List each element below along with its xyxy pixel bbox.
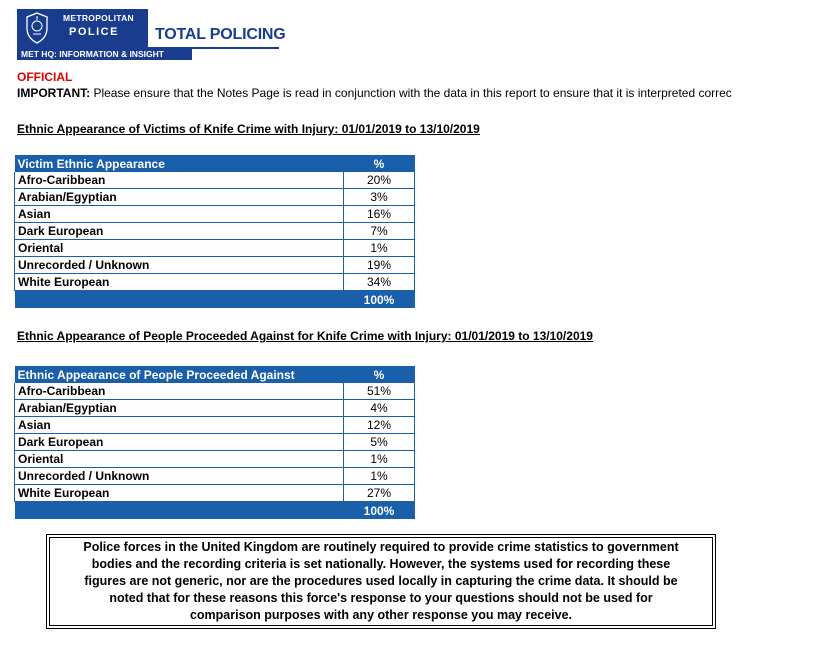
proceeded-section-title: Ethnic Appearance of People Proceeded Against for Knife Crime with Injury: 01/01/2019 to 13/10/2019	[17, 329, 593, 343]
table-row	[15, 257, 415, 274]
row-label: Asian	[15, 206, 344, 223]
important-text: Please ensure that the Notes Page is read in conjunction with the data in this report to ensure that it is interpreted correc	[90, 86, 732, 100]
row-value: 1%	[344, 468, 415, 485]
logo-tagline: TOTAL POLICING	[155, 26, 286, 43]
table-row	[15, 400, 415, 417]
table-row	[15, 189, 415, 206]
column-header-ethnicity: Victim Ethnic Appearance	[15, 155, 344, 172]
row-label: Unrecorded / Unknown	[15, 257, 344, 274]
disclaimer-line: noted that for these reasons this force's response to your questions should not be used for	[109, 591, 653, 605]
table-row	[15, 172, 415, 189]
victims-table	[14, 155, 415, 308]
disclaimer-line: Police forces in the United Kingdom are routinely required to provide crime statistics to government	[83, 540, 679, 554]
table-row	[15, 417, 415, 434]
row-label: Arabian/Egyptian	[15, 400, 344, 417]
row-value: 1%	[344, 451, 415, 468]
row-value: 51%	[344, 383, 415, 400]
important-label: IMPORTANT:	[17, 86, 91, 100]
row-label: White European	[15, 274, 344, 291]
table-row	[15, 434, 415, 451]
table-header-row	[15, 155, 415, 172]
total-label-cell	[15, 502, 344, 520]
row-label: Oriental	[15, 240, 344, 257]
row-value: 20%	[344, 172, 415, 189]
column-header-ethnicity: Ethnic Appearance of People Proceeded Against	[15, 366, 344, 383]
total-row	[15, 502, 415, 520]
row-label: Unrecorded / Unknown	[15, 468, 344, 485]
table-row	[15, 383, 415, 400]
disclaimer-text	[49, 537, 713, 626]
disclaimer-line: comparison purposes with any other response you may receive.	[189, 608, 573, 622]
row-label: Afro-Caribbean	[15, 172, 344, 189]
logo-subtitle: MET HQ: INFORMATION & INSIGHT	[17, 49, 192, 60]
table-row	[15, 468, 415, 485]
column-header-percent: %	[344, 155, 415, 172]
victims-section-title: Ethnic Appearance of Victims of Knife Crime with Injury: 01/01/2019 to 13/10/2019	[17, 122, 480, 136]
total-value: 100%	[344, 291, 415, 309]
met-police-logo	[17, 9, 286, 60]
table-row	[15, 485, 415, 502]
row-value: 34%	[344, 274, 415, 291]
table-row	[15, 274, 415, 291]
table-row	[15, 240, 415, 257]
row-label: Dark European	[15, 434, 344, 451]
disclaimer-line: bodies and the recording criteria is set nationally. However, the systems used for recording these	[91, 557, 671, 571]
row-value: 4%	[344, 400, 415, 417]
logo-line2: POLICE	[69, 26, 119, 38]
logo-badge	[17, 9, 148, 47]
disclaimer-box	[46, 534, 716, 629]
row-value: 27%	[344, 485, 415, 502]
important-notice	[17, 86, 817, 100]
row-label: Asian	[15, 417, 344, 434]
total-label-cell	[15, 291, 344, 309]
row-value: 3%	[344, 189, 415, 206]
table-row	[15, 223, 415, 240]
proceeded-table	[14, 366, 415, 519]
table-row	[15, 206, 415, 223]
row-value: 7%	[344, 223, 415, 240]
row-label: Arabian/Egyptian	[15, 189, 344, 206]
column-header-percent: %	[344, 366, 415, 383]
row-label: Dark European	[15, 223, 344, 240]
total-value: 100%	[344, 502, 415, 520]
row-label: Afro-Caribbean	[15, 383, 344, 400]
disclaimer-line: figures are not generic, nor are the procedures used locally in capturing the crime data. It should be	[84, 574, 678, 588]
logo-line1: METROPOLITAN	[63, 13, 134, 23]
table-header-row	[15, 366, 415, 383]
row-value: 16%	[344, 206, 415, 223]
official-label: OFFICIAL	[17, 70, 73, 84]
table-row	[15, 451, 415, 468]
row-value: 1%	[344, 240, 415, 257]
total-row	[15, 291, 415, 309]
row-value: 12%	[344, 417, 415, 434]
row-label: Oriental	[15, 451, 344, 468]
row-label: White European	[15, 485, 344, 502]
crest-icon	[23, 12, 51, 44]
row-value: 19%	[344, 257, 415, 274]
row-value: 5%	[344, 434, 415, 451]
